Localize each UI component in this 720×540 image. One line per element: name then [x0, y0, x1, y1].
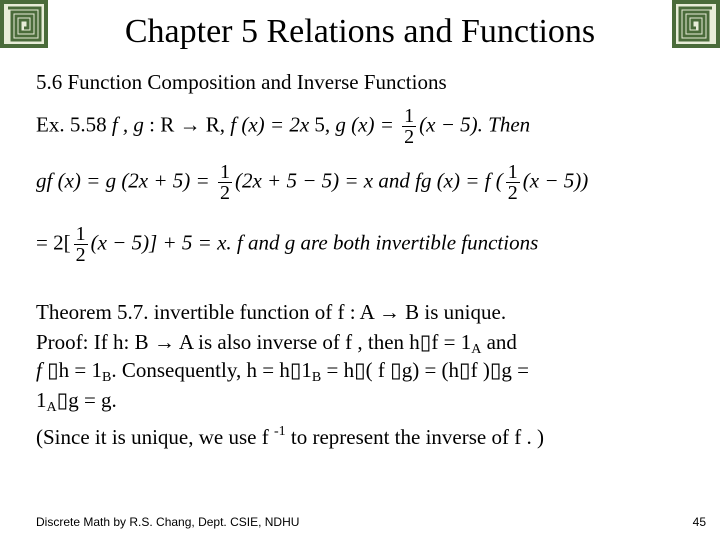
- example-functions: f , g: [111, 112, 144, 137]
- compose-box-glyph: ▯: [489, 358, 502, 382]
- superscript: -1: [273, 424, 286, 439]
- note-line: [36, 424, 544, 450]
- result-part1: = 2[: [36, 230, 71, 255]
- proof-text: . Consequently, h = h: [111, 358, 290, 382]
- fraction-numerator: 1: [404, 105, 415, 127]
- note-text: to represent the inverse of f . ): [285, 425, 544, 449]
- compose-box-glyph: ▯: [354, 358, 366, 382]
- theorem-line: Theorem 5.7. invertible function of f : A → B is unique.: [36, 300, 507, 324]
- proof-text: g =: [501, 358, 530, 382]
- compose-box-glyph: ▯: [56, 388, 69, 412]
- gf-part3: (x − 5)): [522, 168, 589, 193]
- proof-text: g) = (h: [401, 358, 460, 382]
- f-definition-sep: 5,: [309, 112, 336, 137]
- fraction-numerator: 1: [219, 161, 230, 183]
- subscript: B: [102, 370, 112, 385]
- example-prefix: Ex. 5.58: [36, 112, 112, 137]
- proof-text: and: [481, 330, 517, 354]
- subscript: B: [311, 370, 322, 385]
- example-domain: : R → R,: [143, 112, 231, 137]
- g-definition-tail: (x − 5). Then: [419, 112, 531, 137]
- fraction-denominator: 2: [75, 244, 86, 266]
- compose-box-glyph: ▯: [289, 358, 302, 382]
- example-line: [36, 106, 530, 147]
- slide-footer: Discrete Math by R.S. Chang, Dept. CSIE, NDHU: [36, 515, 300, 529]
- gf-part2: (2x + 5 − 5) = x and fg (x) = f (: [234, 168, 503, 193]
- g-definition: g (x) =: [335, 112, 400, 137]
- proof-text: = h: [321, 358, 355, 382]
- fraction-numerator: 1: [507, 161, 518, 183]
- fraction-denominator: 2: [219, 182, 230, 204]
- subscript: A: [46, 400, 57, 415]
- subscript: A: [471, 342, 482, 357]
- proof-text: h = 1: [58, 358, 102, 382]
- proof-text: Proof: If h: B → A is also inverse of f , then h: [36, 330, 420, 354]
- f-definition: f (x) = 2x: [230, 112, 310, 137]
- result-line: [36, 224, 538, 265]
- proof-line-2: [36, 358, 529, 386]
- compose-box-glyph: ▯: [419, 330, 432, 354]
- gf-part1: gf (x) = g (2x + 5) =: [36, 168, 215, 193]
- fraction-half: [506, 162, 520, 203]
- compose-box-glyph: ▯: [459, 358, 471, 382]
- result-part2: (x − 5)] + 5 = x. f and g are both invertible functions: [90, 230, 539, 255]
- proof-text: f: [36, 358, 48, 382]
- compose-box-glyph: ▯: [47, 358, 59, 382]
- proof-text: f = 1: [431, 330, 472, 354]
- proof-text: ( f: [365, 358, 391, 382]
- note-text: (Since it is unique, we use f: [36, 425, 274, 449]
- compose-box-glyph: ▯: [390, 358, 402, 382]
- proof-line-1: [36, 330, 517, 358]
- proof-text: 1: [36, 388, 47, 412]
- slide-subtitle: 5.6 Function Composition and Inverse Functions: [36, 70, 447, 94]
- proof-text: 1: [301, 358, 312, 382]
- page-number: 45: [692, 515, 706, 529]
- fraction-numerator: 1: [75, 223, 86, 245]
- proof-text: g = g.: [68, 388, 117, 412]
- proof-text: f ): [470, 358, 490, 382]
- fraction-half: [218, 162, 232, 203]
- proof-line-3: [36, 388, 117, 416]
- fraction-denominator: 2: [404, 126, 415, 148]
- fraction-denominator: 2: [507, 182, 518, 204]
- fraction-half: [402, 106, 416, 147]
- fraction-half: [74, 224, 88, 265]
- composition-line: [36, 162, 588, 203]
- slide-title: Chapter 5 Relations and Functions: [124, 13, 596, 50]
